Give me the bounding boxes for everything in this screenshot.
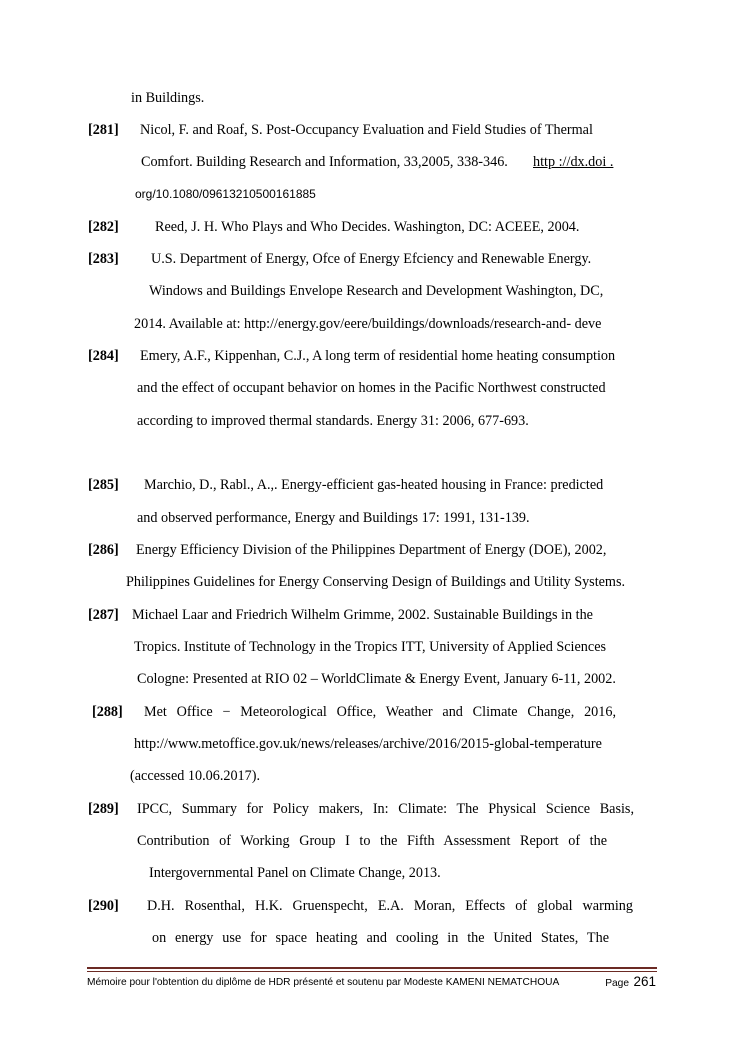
reference-281-line-2: Comfort. Building Research and Information, 33,2005, 338-346. [141, 154, 508, 170]
reference-287-number: [287] [88, 607, 119, 623]
reference-280-line-3: in Buildings. [131, 90, 205, 106]
reference-289-line-2: Contribution of Working Group I to the Fifth Assessment Report of the [137, 833, 607, 849]
reference-284-line-3: according to improved thermal standards. Energy 31: 2006, 677-693. [137, 413, 529, 429]
reference-283-number: [283] [88, 251, 119, 267]
reference-281-number: [281] [88, 122, 119, 138]
reference-283-line-2: Windows and Buildings Envelope Research and Development Washington, DC, [149, 283, 604, 299]
reference-283-line-3: 2014. Available at: http://energy.gov/eere/buildings/downloads/research-and- deve [134, 316, 602, 332]
reference-290-line-2: on energy use for space heating and cooling in the United States, The [152, 930, 609, 946]
reference-281-doi-link[interactable]: http ://dx.doi . [533, 154, 614, 170]
reference-288-url[interactable]: http://www.metoffice.gov.uk/news/releases/archive/2016/2015-global-temperature [134, 736, 602, 752]
reference-283-line-1: U.S. Department of Energy, Ofce of Energy Efciency and Renewable Energy. [151, 251, 592, 267]
reference-290-number: [290] [88, 898, 119, 914]
reference-287-line-3: Cologne: Presented at RIO 02 – WorldClimate & Energy Event, January 6-11, 2002. [137, 671, 616, 687]
reference-288-number: [288] [92, 704, 123, 720]
reference-282-number: [282] [88, 219, 119, 235]
reference-286-line-2: Philippines Guidelines for Energy Conserving Design of Buildings and Utility Systems. [126, 574, 626, 590]
footer-page-value: 261 [633, 974, 656, 989]
footer-rule-thick [87, 967, 657, 969]
footer-text: Mémoire pour l'obtention du diplôme de HDR présenté et soutenu par Modeste KAMENI NEMATCHOUA [87, 977, 560, 988]
reference-284-line-2: and the effect of occupant behavior on homes in the Pacific Northwest constructed [137, 380, 606, 396]
reference-287-line-1: Michael Laar and Friedrich Wilhelm Grimme, 2002. Sustainable Buildings in the [132, 607, 593, 623]
reference-287-line-2: Tropics. Institute of Technology in the Tropics ITT, University of Applied Sciences [134, 639, 607, 655]
reference-284-number: [284] [88, 348, 119, 364]
footer-page-label: Page [605, 978, 630, 989]
reference-285-line-1: Marchio, D., Rabl., A.,. Energy-efficient gas-heated housing in France: predicted [144, 477, 604, 493]
reference-281-line-3: org/10.1080/09613210500161885 [135, 187, 316, 201]
reference-289-line-1: IPCC, Summary for Policy makers, In: Climate: The Physical Science Basis, [137, 801, 634, 817]
reference-285-line-2: and observed performance, Energy and Buildings 17: 1991, 131-139. [137, 510, 530, 526]
reference-282-line-1: Reed, J. H. Who Plays and Who Decides. Washington, DC: ACEEE, 2004. [155, 219, 580, 235]
reference-286-number: [286] [88, 542, 119, 558]
footer-page-number [605, 974, 656, 992]
reference-289-line-3: Intergovernmental Panel on Climate Change, 2013. [149, 865, 441, 881]
reference-281-line-1: Nicol, F. and Roaf, S. Post-Occupancy Evaluation and Field Studies of Thermal [140, 122, 593, 138]
reference-289-number: [289] [88, 801, 119, 817]
reference-284-line-1: Emery, A.F., Kippenhan, C.J., A long term of residential home heating consumption [140, 348, 616, 364]
reference-288-line-1: Met Office − Meteorological Office, Weather and Climate Change, 2016, [144, 704, 616, 720]
reference-286-line-1: Energy Efficiency Division of the Philippines Department of Energy (DOE), 2002, [136, 542, 607, 558]
footer-rule-thin [87, 971, 657, 972]
reference-285-number: [285] [88, 477, 119, 493]
reference-290-line-1: D.H. Rosenthal, H.K. Gruenspecht, E.A. Moran, Effects of global warming [147, 898, 633, 914]
reference-288-line-3: (accessed 10.06.2017). [130, 768, 261, 784]
